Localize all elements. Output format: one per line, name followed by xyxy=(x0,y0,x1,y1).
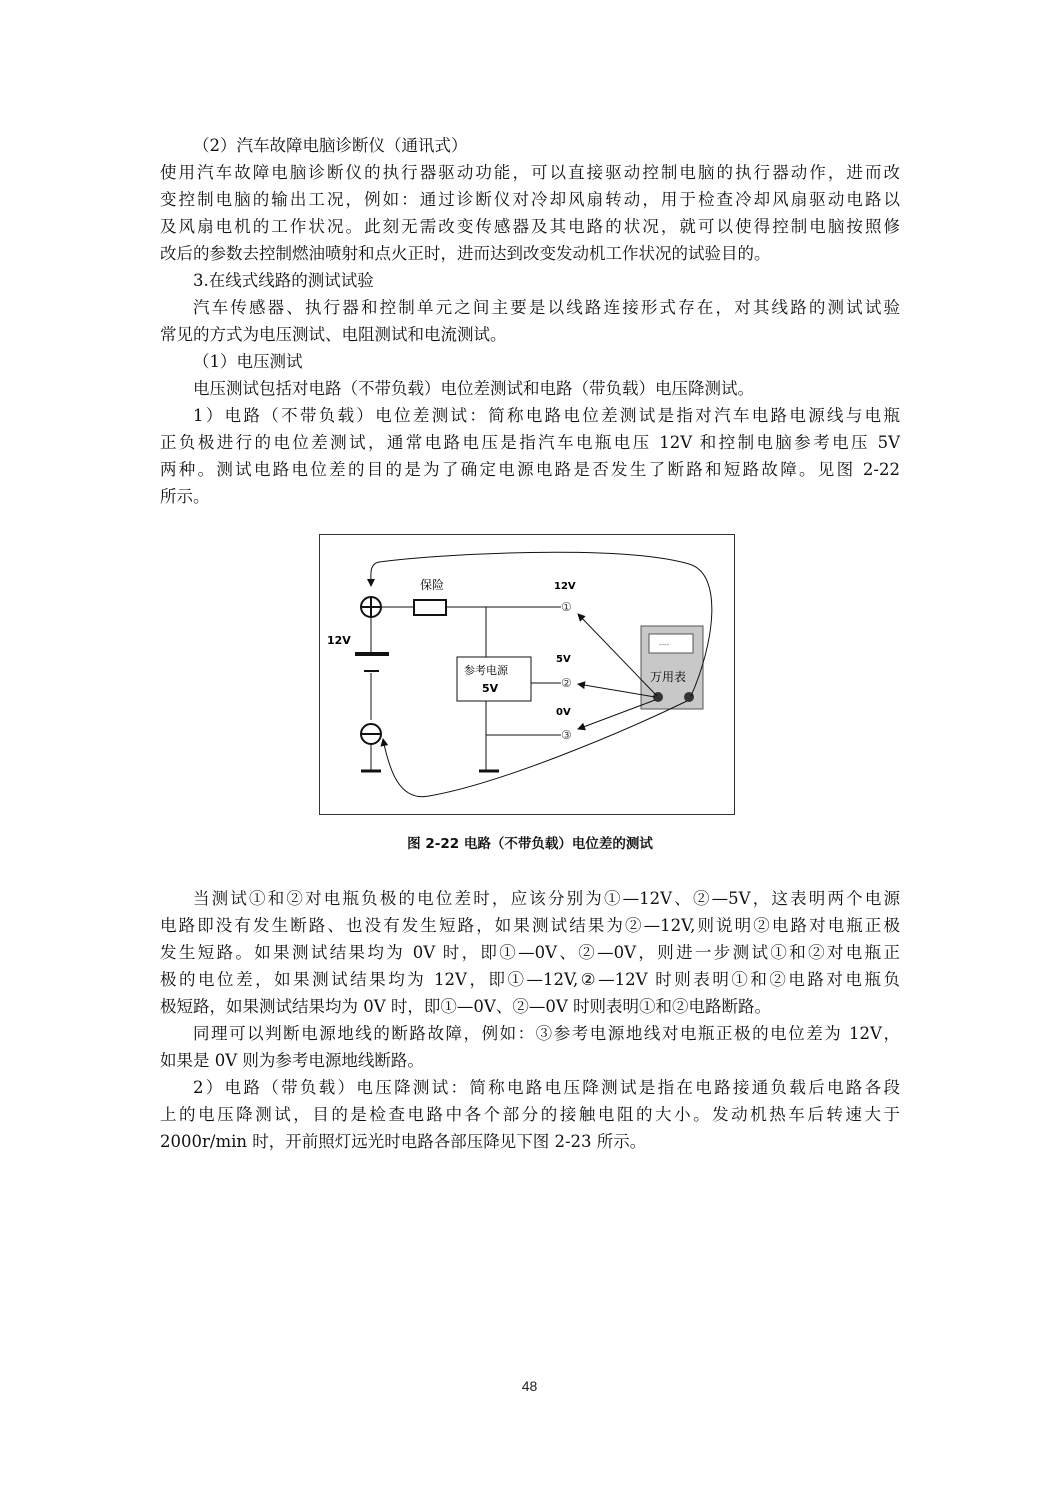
voltage-test-intro: 电压测试包括对电路（不带负载）电位差测试和电路（带负载）电压降测试。 xyxy=(193,379,754,398)
paragraph-line: 1）电路（不带负载）电位差测试：简称电路电位差测试是指对汽车电路电源线与电瓶 xyxy=(193,406,900,425)
paragraph-line: 变控制电脑的输出工况，例如：通过诊断仪对冷却风扇转动，用于检查冷却风扇驱动电路以 xyxy=(160,190,900,209)
figure-caption: 图 2-22 电路（不带负载）电位差的测试 xyxy=(407,836,653,852)
multimeter-display: ---- xyxy=(659,641,670,649)
paragraph-line: 极短路，如果测试结果均为 0V 时，即①—0V、②—0V 时则表明①和②电路断路。 xyxy=(160,997,771,1016)
paragraph-line: 2000r/min 时，开前照灯远光时电路各部压降见下图 2-23 所示。 xyxy=(160,1132,647,1151)
section-3-heading: 3.在线式线路的测试试验 xyxy=(193,271,374,290)
test-point-2: ② xyxy=(561,676,572,690)
fuse-label: 保险 xyxy=(420,578,445,592)
positive-terminal-icon xyxy=(361,597,381,617)
paragraph-line: 电路即没有发生断路、也没有发生短路，如果测试结果为②—12V,则说明②电路对电瓶正极 xyxy=(160,916,900,935)
battery-voltage-label: 12V xyxy=(327,634,351,647)
section-2 xyxy=(160,132,900,510)
page-number: 48 xyxy=(521,1378,538,1394)
paragraph-line: 汽车传感器、执行器和控制单元之间主要是以线路连接形式存在，对其线路的测试试验 xyxy=(193,298,900,317)
voltage-test-heading: （1）电压测试 xyxy=(193,352,303,371)
paragraph-line: 两种。测试电路电位差的目的是为了确定电源电路是否发生了断路和短路故障。见图 2-22 xyxy=(160,460,900,479)
paragraph-line: 同理可以判断电源地线的断路故障，例如：③参考电源地线对电瓶正极的电位差为 12V， xyxy=(193,1024,900,1043)
point-1-voltage: 12V xyxy=(554,581,576,592)
point-3-voltage: 0V xyxy=(556,707,571,718)
section-2-heading: （2）汽车故障电脑诊断仪（通讯式） xyxy=(193,136,468,155)
figure-2-22 xyxy=(319,534,735,815)
reference-source-label: 参考电源 xyxy=(464,664,508,677)
test-point-3: ③ xyxy=(561,728,572,742)
paragraph-line: 正负极进行的电位差测试，通常电路电压是指汽车电瓶电压 12V 和控制电脑参考电压 5V xyxy=(160,433,900,452)
paragraph-line: 使用汽车故障电脑诊断仪的执行器驱动功能，可以直接驱动控制电脑的执行器动作，进而改 xyxy=(160,163,900,182)
paragraph-line: 极的电位差，如果测试结果均为 12V，即①—12V,②—12V 时则表明①和②电路对电瓶负 xyxy=(160,970,900,989)
paragraph-line: 发生短路。如果测试结果均为 0V 时，即①—0V、②—0V，则进一步测试①和②对电瓶正 xyxy=(160,943,900,962)
paragraph-line: 上的电压降测试，目的是检查电路中各个部分的接触电阻的大小。发动机热车后转速大于 xyxy=(160,1105,900,1124)
circuit-diagram xyxy=(319,534,735,815)
paragraph-line: 及风扇电机的工作状况。此刻无需改变传感器及其电路的状况，就可以使得控制电脑按照修 xyxy=(160,217,900,236)
paragraph-line: 2）电路（带负载）电压降测试：简称电路电压降测试是指在电路接通负载后电路各段 xyxy=(193,1078,900,1097)
point-2-voltage: 5V xyxy=(556,654,571,665)
fuse-icon xyxy=(414,600,446,615)
reference-source-voltage: 5V xyxy=(482,682,499,695)
multimeter-label: 万用表 xyxy=(650,670,687,684)
paragraph-line: 当测试①和②对电瓶负极的电位差时，应该分别为①—12V、②—5V，这表明两个电源 xyxy=(193,889,900,908)
paragraph-line: 如果是 0V 则为参考电源地线断路。 xyxy=(160,1051,424,1070)
test-point-1: ① xyxy=(561,600,572,614)
results-paragraph xyxy=(160,885,900,1155)
paragraph-line: 改后的参数去控制燃油喷射和点火正时，进而达到改变发动机工作状况的试验目的。 xyxy=(160,244,771,263)
paragraph-line: 所示。 xyxy=(160,487,210,506)
paragraph-line: 常见的方式为电压测试、电阻测试和电流测试。 xyxy=(160,325,507,344)
